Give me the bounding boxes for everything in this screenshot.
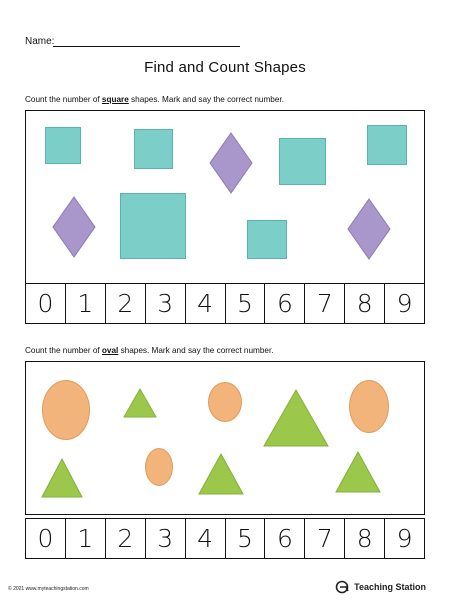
number-choice-1[interactable]: 1 [66,519,106,558]
number-choice-5[interactable]: 5 [226,519,266,558]
number-choice-3[interactable]: 3 [146,519,186,558]
instruction-text: Count the number of [25,95,102,104]
number-choice-6[interactable]: 6 [265,284,305,323]
triangle-shape [335,451,381,493]
instruction-keyword: square [101,95,129,104]
page-title: Find and Count Shapes [144,59,306,76]
instruction-text: shapes. Mark and say the correct number. [118,346,274,355]
number-choice-5[interactable]: 5 [226,284,266,323]
instruction-keyword: oval [101,346,119,355]
brand-logo [335,580,426,594]
square-shape [120,193,186,259]
name-field-line[interactable] [53,46,240,47]
diamond-shape [209,132,253,194]
number-row-ovals [25,518,425,559]
number-choice-4[interactable]: 4 [186,284,226,323]
number-choice-1[interactable]: 1 [66,284,106,323]
number-choice-9[interactable]: 9 [396,524,413,553]
number-choice-8[interactable]: 8 [345,284,385,323]
square-shape [134,129,173,169]
number-choice-6[interactable]: 6 [265,519,305,558]
name-label: Name: [25,36,55,47]
triangle-shape [198,453,244,495]
number-choice-7[interactable]: 7 [305,519,345,558]
triangle-shape [41,458,83,498]
triangle-shape [123,388,157,418]
instruction-text: shapes. Mark and say the correct number. [128,95,284,104]
number-choice-9[interactable]: 9 [396,289,413,318]
number-choice-7[interactable]: 7 [305,284,345,323]
square-shape [279,138,326,185]
oval-shape [145,448,173,486]
oval-shape [208,382,242,422]
teaching-station-logo-icon [335,580,351,594]
instruction-squares [25,95,284,104]
number-choice-0[interactable]: 0 [26,284,66,323]
number-row-squares [25,283,425,324]
brand-name: Teaching Station [354,582,426,592]
oval-shape [42,380,90,440]
shapes-panel-ovals [25,361,425,515]
instruction-ovals [25,346,274,355]
number-choice-8[interactable]: 8 [345,519,385,558]
diamond-shape [347,198,391,260]
shapes-panel-squares [25,110,425,284]
instruction-text: Count the number of [25,346,102,355]
oval-shape [349,380,389,433]
diamond-shape [52,196,96,258]
number-choice-4[interactable]: 4 [186,519,226,558]
square-shape [247,220,287,259]
number-choice-2[interactable]: 2 [106,519,146,558]
square-shape [45,127,81,164]
number-choice-0[interactable]: 0 [26,519,66,558]
number-choice-3[interactable]: 3 [146,284,186,323]
number-choice-2[interactable]: 2 [106,284,146,323]
square-shape [367,125,407,165]
copyright-text: © 2021 www.myteachingstation.com [8,586,89,592]
triangle-shape [263,389,329,447]
